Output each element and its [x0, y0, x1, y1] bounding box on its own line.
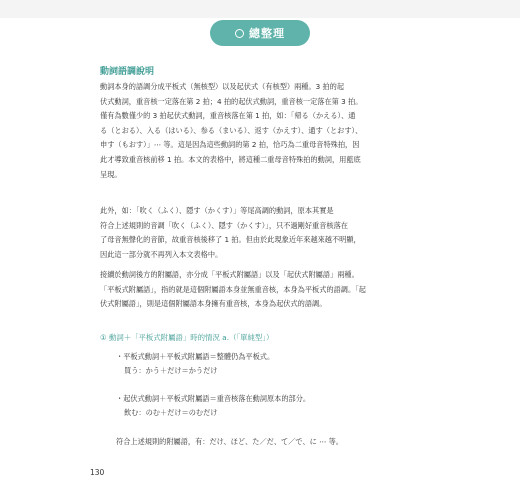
text-line: 「平板式附屬語」，指的就是這個附屬語本身並無重音核，本身為平板式的語調。「起: [100, 284, 366, 294]
summary-banner: [210, 20, 310, 46]
page-number: 130: [90, 468, 105, 477]
paragraph-3: [100, 268, 460, 312]
text-line: 符合上述規則的音調「吹く（ふく）、隠す（かくす）」，只不過剛好重音核落在: [100, 220, 348, 230]
text-line: 動詞本身的語調分成平板式（無核型）以及起伏式（有核型）兩種。3 拍的起: [100, 82, 345, 91]
text-line: 伏式附屬語」，則是這個附屬語本身擁有重音核，本身為起伏式的語調。: [100, 299, 327, 309]
bullet-rule: ・平板式動詞＋平板式附屬語＝整體仍為平板式。: [116, 352, 275, 361]
text-line: 伏式動詞，重音核一定落在第 2 拍；4 拍的起伏式動詞，重音核一定落在第 3 拍。: [100, 96, 363, 106]
rule-bullet-2: [116, 392, 310, 420]
banner-title: 總整理: [249, 27, 285, 40]
bullet-rule: ・起伏式動詞＋平板式附屬語＝重音核落在動詞原本的部分。: [116, 394, 311, 403]
text-line: 因此這一部分就不再列入本文表格中。: [100, 249, 223, 259]
section-title: 動詞語調說明: [100, 67, 155, 77]
circle-icon: [235, 29, 244, 38]
text-line: 此外，如：「吹く（ふく）、隠す（かくす）」等尾高調的動詞，原本其實是: [100, 206, 334, 215]
paragraph-1: [100, 80, 460, 182]
text-line: 僅有為數僅少的 3 拍起伏式動詞，重音核落在第 1 拍，如：「帰る（かえる）、通: [100, 111, 356, 121]
text-line: 此才導致重音核前移 1 拍。本文的表格中，將這種二重母音特殊拍的動詞，用藍底: [100, 154, 361, 164]
text-line: 接續於動詞後方的附屬語，亦分成「平板式附屬語」以及「起伏式附屬語」兩種。: [100, 270, 359, 279]
text-line: 了母音無聲化的音節，故重音核後移了 1 拍。但由於此現象近年來越來越不明顯，: [100, 235, 361, 245]
text-line: 呈現。: [100, 169, 122, 179]
bullet-example: 買う：かう＋だけ＝かうだけ: [124, 366, 218, 375]
rule-bullet-1: [116, 350, 274, 378]
paragraph-2: [100, 204, 460, 262]
summary-line: 符合上述規則的附屬語，有：だけ、ほど、た／だ、て／で、に ⋯ 等。: [116, 437, 343, 446]
text-line: 申す（もおす）」⋯ 等。這是因為這些動詞的第 2 拍，恰巧為二重母音特殊拍，因: [100, 140, 360, 150]
rule-heading: ① 動詞＋「平板式附屬語」時的情況 a.（「單純型」）: [100, 333, 274, 342]
page-top-edge: [0, 0, 520, 18]
text-line: る（とおる）、入る（はいる）、参る（まいる）、返す（かえす）、通す（とおす）、: [100, 125, 363, 135]
bullet-example: 飲む：のむ＋だけ＝のむだけ: [124, 408, 218, 417]
